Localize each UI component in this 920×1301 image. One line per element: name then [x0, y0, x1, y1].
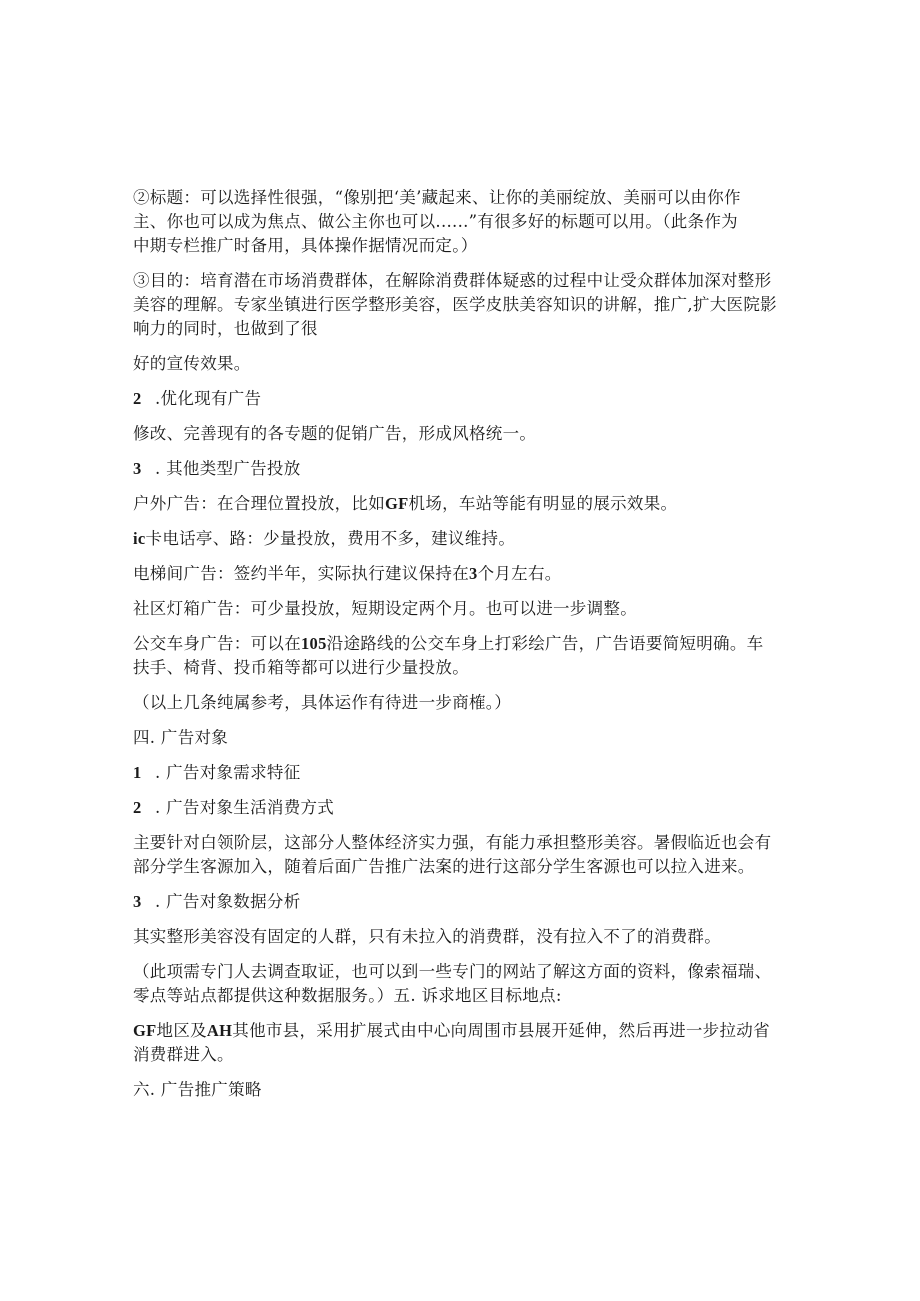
subheading-audience-data [133, 890, 793, 914]
paragraph-modify-ads: 修改、完善现有的各专题的促销广告，形成风格统一。 [133, 424, 537, 443]
list-number: 2 [133, 798, 142, 817]
list-number: 3 [133, 892, 142, 911]
paragraph-elevator-ads [133, 562, 793, 586]
paragraph-target-regions [133, 1019, 793, 1067]
text-run: 机场，车站等能有明显的展示效果。 [408, 494, 678, 513]
text-line: 主、你也可以成为焦点、做公主你也可以......”有很多好的标题可以用。（此条作为 [133, 212, 738, 231]
heading-text: . 广告对象需求特征 [155, 763, 301, 782]
subheading-audience-needs [133, 761, 793, 785]
text-line: （此项需专门人去调查取证，也可以到一些专门的网站了解这方面的资料，像索福瑞、 [133, 962, 772, 981]
bold-text: ic [133, 529, 146, 548]
bold-text: 105 [301, 634, 327, 653]
paragraph-lightbox-ads: 社区灯箱广告：可少量投放，短期设定两个月。也可以进一步调整。 [133, 599, 637, 618]
section-heading-promotion-strategy: 六. 广告推广策略 [133, 1080, 262, 1099]
text-line [133, 1019, 793, 1043]
paragraph-white-collar [133, 831, 793, 879]
paragraph-outdoor-ads [133, 492, 793, 516]
paragraph-purpose [133, 269, 793, 341]
text-run: 公交车身广告：可以在 [133, 634, 301, 653]
text-line: 部分学生客源加入，随着后面广告推广法案的进行这部分学生客源也可以拉入进来。 [133, 857, 755, 876]
text-run: 地区及 [156, 1021, 207, 1040]
text-run: 沿途路线的公交车身上打彩绘广告，广告语要简短明确。车 [326, 634, 764, 653]
text-line: 美容的理解。专家坐镇进行医学整形美容，医学皮肤美容知识的讲解，推广,扩大医院影 [133, 295, 777, 314]
text-line: 中期专栏推广时备用，具体操作据情况而定。） [133, 236, 478, 255]
text-run: 电梯间广告：签约半年，实际执行建议保持在 [133, 564, 469, 583]
paragraph-research-note [133, 960, 793, 1008]
list-number: 2 [133, 389, 142, 408]
paragraph-bus-ads [133, 632, 793, 680]
text-line: 扶手、椅背、投币箱等都可以进行少量投放。 [133, 658, 469, 677]
text-line: ③目的：培育潜在市场消费群体，在解除消费群体疑惑的过程中让受众群体加深对整形 [133, 271, 772, 290]
bold-text: GF [133, 1021, 157, 1040]
section-heading-ad-audience: 四. 广告对象 [133, 728, 229, 747]
paragraph-continuation: 好的宣传效果。 [133, 354, 251, 373]
document-body [133, 186, 793, 1113]
text-run: 个月左右。 [477, 564, 562, 583]
list-number: 3 [133, 459, 142, 478]
text-line: 零点等站点都提供这种数据服务。）五. 诉求地区目标地点: [133, 986, 562, 1005]
heading-optimize-ads [133, 387, 793, 411]
text-line [133, 632, 793, 656]
text-run: 其他市县，采用扩展式由中心向周围市县展开延伸，然后再进一步拉动省 [232, 1021, 770, 1040]
bold-text: GF [385, 494, 409, 513]
text-line: 响力的同时，也做到了很 [133, 319, 318, 338]
paragraph-no-fixed-group: 其实整形美容没有固定的人群，只有未拉入的消费群，没有拉入不了的消费群。 [133, 927, 721, 946]
paragraph-ic-card-ads [133, 527, 793, 551]
bold-text: AH [206, 1021, 233, 1040]
text-line: ②标题：可以选择性很强，“像别把‘美’藏起来、让你的美丽绽放、美丽可以由你作 [133, 188, 741, 207]
heading-other-ads [133, 457, 793, 481]
heading-text: . 广告对象数据分析 [155, 892, 301, 911]
text-run: 卡电话亭、路：少量投放，费用不多，建议维持。 [145, 529, 516, 548]
heading-text: . 广告对象生活消费方式 [155, 798, 335, 817]
text-line: 主要针对白领阶层，这部分人整体经济实力强，有能力承担整形美容。暑假临近也会有 [133, 833, 772, 852]
bold-text: 3 [469, 564, 478, 583]
list-number: 1 [133, 763, 142, 782]
heading-text: .优化现有广告 [155, 389, 262, 408]
text-line: 消费群进入。 [133, 1045, 234, 1064]
heading-text: . 其他类型广告投放 [155, 459, 301, 478]
text-run: 户外广告：在合理位置投放，比如 [133, 494, 385, 513]
paragraph-reference-note: （以上几条纯属参考，具体运作有待进一步商榷。） [133, 693, 512, 712]
paragraph-title-note [133, 186, 793, 258]
subheading-audience-lifestyle [133, 796, 793, 820]
